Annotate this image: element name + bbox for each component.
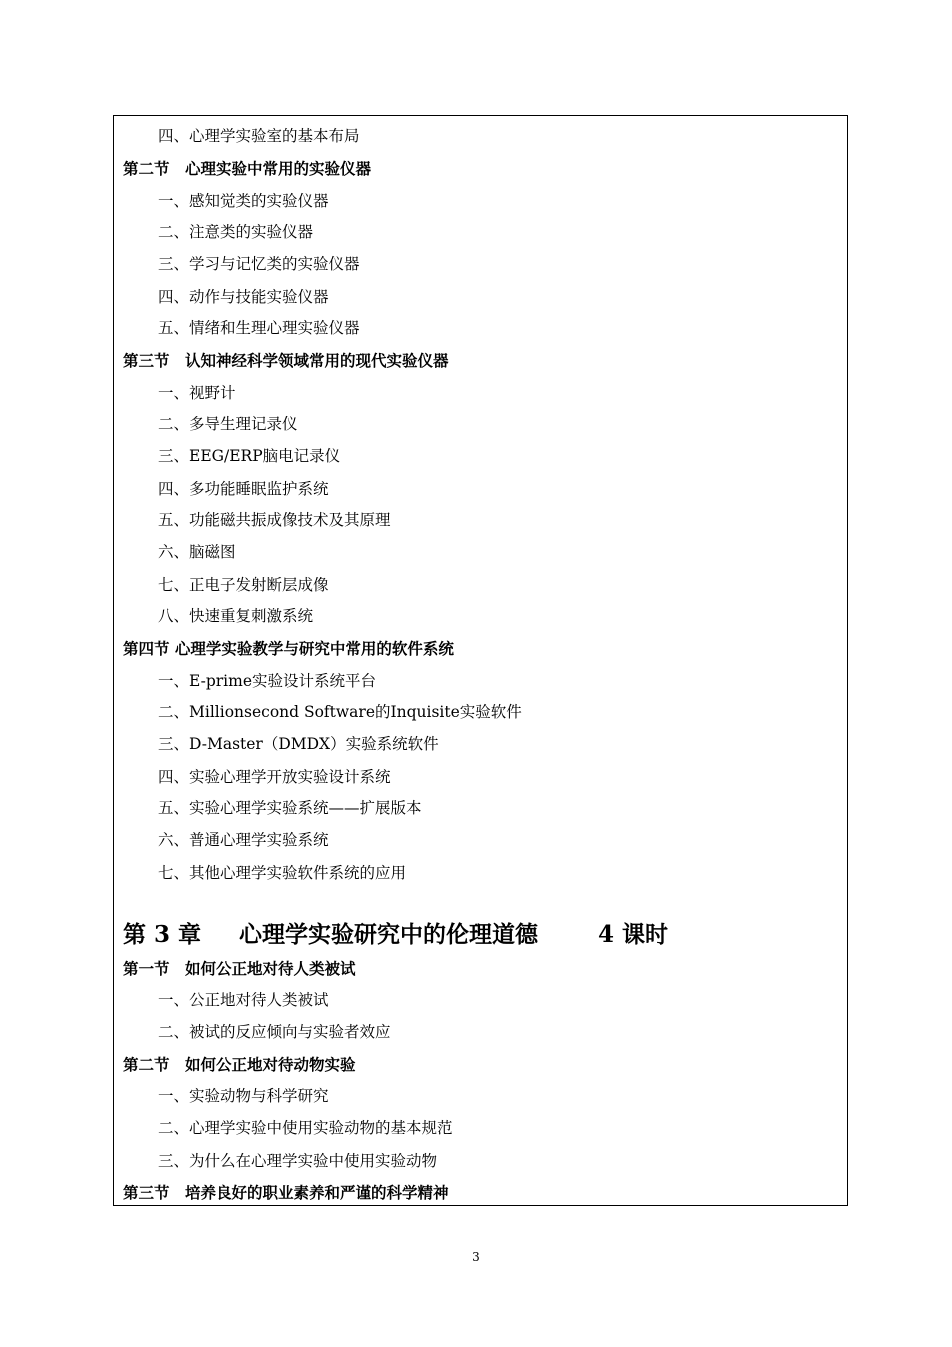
list-item: 一、实验动物与科学研究 bbox=[158, 1087, 329, 1105]
section-heading: 第三节 培养良好的职业素养和严谨的科学精神 bbox=[123, 1183, 449, 1202]
list-item: 二、被试的反应倾向与实验者效应 bbox=[158, 1023, 391, 1041]
list-item: 一、视野计 bbox=[158, 384, 236, 402]
list-item: 二、多导生理记录仪 bbox=[158, 415, 298, 433]
list-item: 三、D-Master（DMDX）实验系统软件 bbox=[158, 735, 439, 753]
section-heading: 第三节 认知神经科学领域常用的现代实验仪器 bbox=[123, 351, 449, 370]
chapter-number: 第 3 章 bbox=[123, 921, 202, 948]
list-item: 三、学习与记忆类的实验仪器 bbox=[158, 255, 360, 273]
list-item: 一、公正地对待人类被试 bbox=[158, 991, 329, 1009]
list-item: 一、感知觉类的实验仪器 bbox=[158, 192, 329, 210]
list-item: 五、情绪和生理心理实验仪器 bbox=[158, 319, 360, 337]
list-item: 二、Millionsecond Software的Inquisite实验软件 bbox=[158, 703, 522, 721]
chapter-title: 心理学实验研究中的伦理道德 bbox=[239, 921, 538, 948]
list-item: 六、脑磁图 bbox=[158, 543, 236, 561]
section-heading: 第二节 心理实验中常用的实验仪器 bbox=[123, 159, 372, 178]
page-number: 3 bbox=[472, 1250, 480, 1264]
list-item: 五、实验心理学实验系统——扩展版本 bbox=[158, 799, 422, 817]
list-item: 七、其他心理学实验软件系统的应用 bbox=[158, 864, 407, 882]
content-frame bbox=[113, 115, 848, 1206]
chapter-hours: 4 课时 bbox=[598, 921, 669, 948]
list-item: 三、为什么在心理学实验中使用实验动物 bbox=[158, 1152, 438, 1170]
list-item: 四、动作与技能实验仪器 bbox=[158, 288, 329, 306]
chapter-heading bbox=[123, 921, 669, 948]
list-item: 四、实验心理学开放实验设计系统 bbox=[158, 768, 391, 786]
section-heading: 第二节 如何公正地对待动物实验 bbox=[123, 1055, 356, 1074]
list-item: 四、心理学实验室的基本布局 bbox=[158, 127, 360, 145]
list-item: 三、EEG/ERP脑电记录仪 bbox=[158, 447, 341, 465]
list-item: 六、普通心理学实验系统 bbox=[158, 831, 329, 849]
list-item: 一、E-prime实验设计系统平台 bbox=[158, 672, 376, 690]
list-item: 四、多功能睡眠监护系统 bbox=[158, 480, 329, 498]
section-heading: 第四节 心理学实验教学与研究中常用的软件系统 bbox=[123, 639, 454, 658]
list-item: 七、正电子发射断层成像 bbox=[158, 576, 329, 594]
list-item: 二、注意类的实验仪器 bbox=[158, 223, 314, 241]
list-item: 二、心理学实验中使用实验动物的基本规范 bbox=[158, 1119, 453, 1137]
section-heading: 第一节 如何公正地对待人类被试 bbox=[123, 959, 356, 978]
list-item: 五、功能磁共振成像技术及其原理 bbox=[158, 511, 391, 529]
list-item: 八、快速重复刺激系统 bbox=[158, 607, 314, 625]
